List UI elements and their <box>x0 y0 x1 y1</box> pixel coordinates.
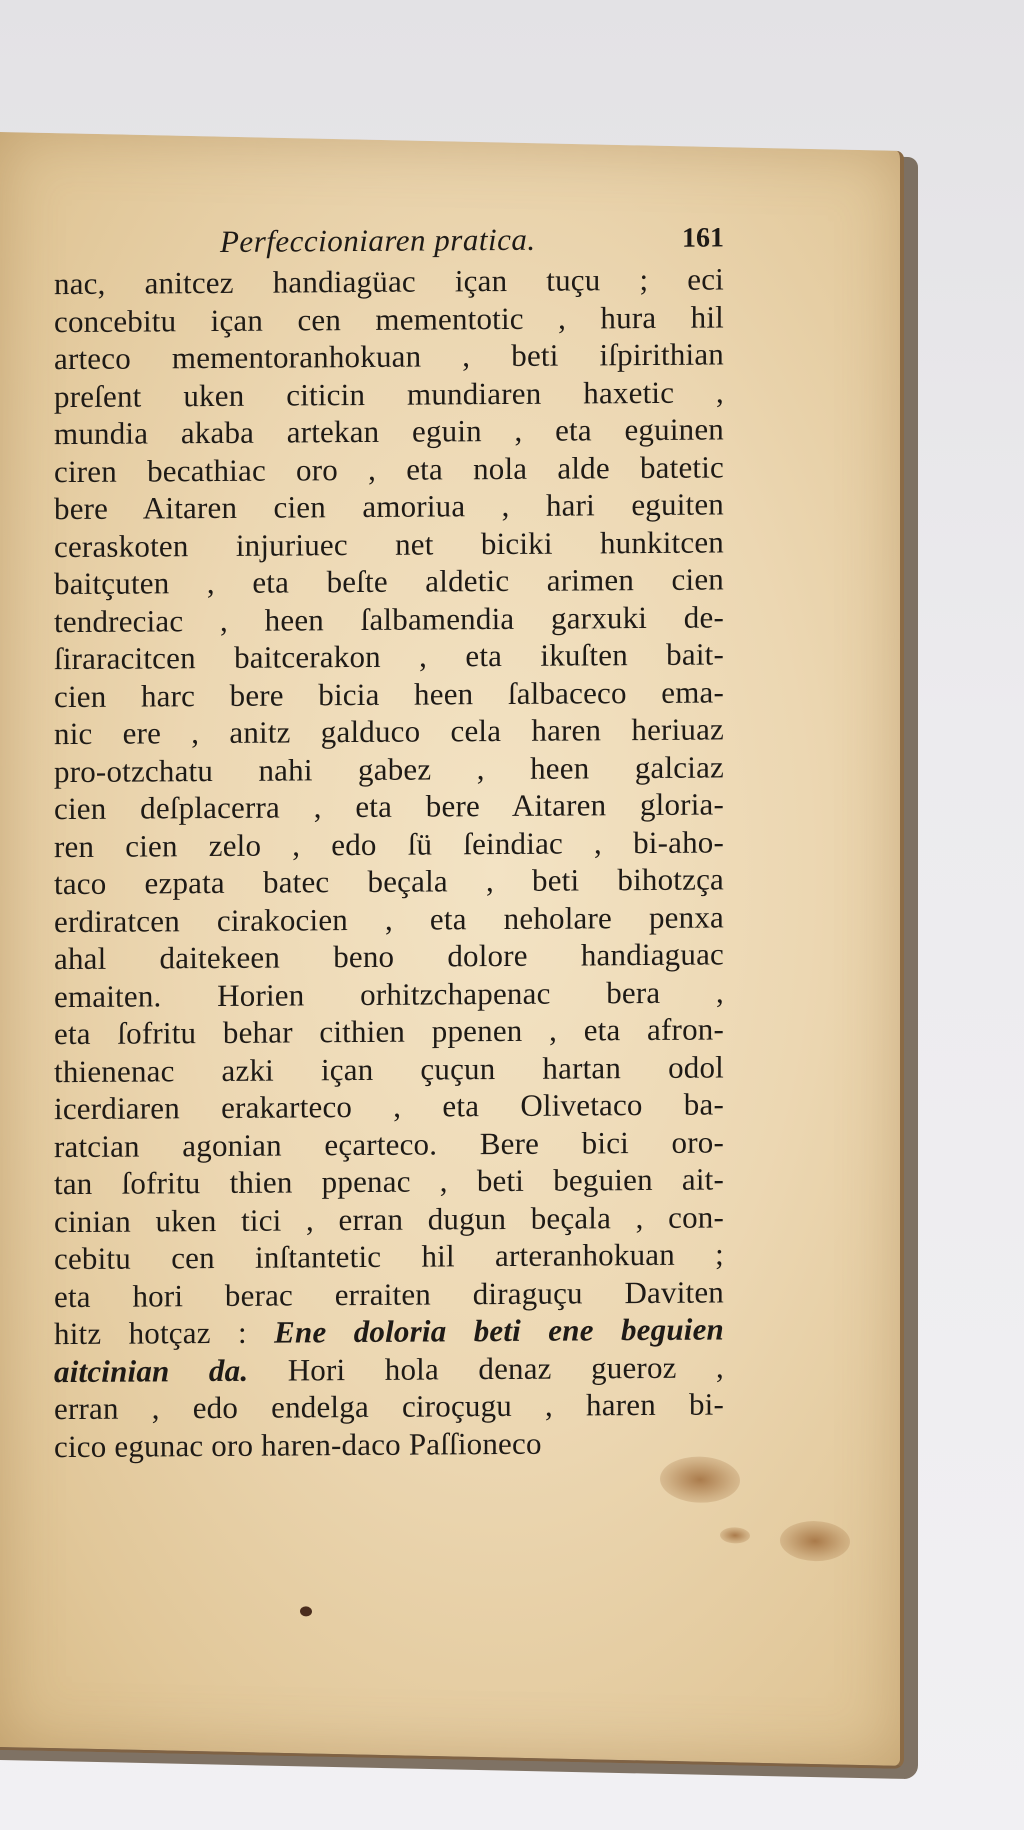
book-page <box>0 132 904 1769</box>
foxing-stain <box>720 1527 750 1544</box>
text-line: bere Aitaren cien amoriua , hari eguiten <box>54 486 724 527</box>
text-line: eta ſofritu behar cithien ppenen , eta afron- <box>54 1011 724 1052</box>
running-head <box>54 214 724 265</box>
quote-italic-end: aitcinian da. <box>54 1352 249 1389</box>
text-line: tan ſofritu thien ppenac , beti beguien ait- <box>54 1161 724 1202</box>
running-title: Perfeccioniaren pratica. <box>220 221 536 259</box>
text-line: thienenac azki içan çuçun hartan odol <box>54 1048 724 1089</box>
text-line: nic ere , anitz galduco cela haren heriuaz <box>54 711 724 752</box>
quote-italic: Ene doloria beti ene beguien <box>274 1311 724 1350</box>
text-line: cinian uken tici , erran dugun beçala , con- <box>54 1198 724 1239</box>
text-line: cien deſplacerra , eta bere Aitaren gloria- <box>54 786 724 827</box>
text-line: ratcian agonian eçarteco. Bere bici oro- <box>54 1123 724 1164</box>
text-line: mundia akaba artekan eguin , eta eguinen <box>54 411 724 452</box>
text-line: tendreciac , heen ſalbamendia garxuki de- <box>54 598 724 639</box>
body-text <box>54 260 724 1465</box>
text-line: icerdiaren erakarteco , eta Olivetaco ba- <box>54 1086 724 1127</box>
foxing-stain <box>660 1456 740 1504</box>
ink-spot <box>300 1606 312 1616</box>
quote-line-2 <box>54 1348 724 1390</box>
text-line: concebitu içan cen mementotic , hura hil <box>54 298 724 339</box>
text-line: ciren becathiac oro , eta nola alde batetic <box>54 448 724 489</box>
text-line: taco ezpata batec beçala , beti bihotzça <box>54 861 724 902</box>
text-line: erran , edo endelga ciroçugu , haren bi- <box>54 1386 724 1427</box>
text-line: cien harc bere bicia heen ſalbaceco ema- <box>54 673 724 714</box>
quote-line-rest: Hori hola denaz gueroz , <box>248 1348 724 1388</box>
text-line: ceraskoten injuriuec net biciki hunkitcen <box>54 523 724 564</box>
text-line: nac, anitcez handiagüac içan tuçu ; eci <box>54 261 724 302</box>
text-line: ren cien zelo , edo ſü ſeindiac , bi-aho- <box>54 823 724 864</box>
text-line: erdiratcen cirakocien , eta neholare penxa <box>54 898 724 939</box>
text-line: cico egunac oro haren-daco Paſſioneco <box>54 1425 542 1464</box>
foxing-stain <box>780 1520 850 1561</box>
text-line: emaiten. Horien orhitzchapenac bera , <box>54 973 724 1014</box>
quote-prefix: hitz hotçaz : <box>54 1314 275 1352</box>
text-line: preſent uken citicin mundiaren haxetic , <box>54 373 724 414</box>
text-line: baitçuten , eta beſte aldetic arimen cien <box>54 561 724 602</box>
text-line: pro-otzchatu nahi gabez , heen galciaz <box>54 748 724 789</box>
text-line: cebitu cen inſtantetic hil arteranhokuan ; <box>54 1236 724 1277</box>
text-line: eta hori berac erraiten diraguçu Daviten <box>54 1273 724 1314</box>
quote-line <box>54 1310 724 1352</box>
text-line: arteco mementoranhokuan , beti iſpirithian <box>54 336 724 377</box>
text-line: ahal daitekeen beno dolore handiaguac <box>54 936 724 977</box>
page-number: 161 <box>682 222 724 254</box>
text-line: ſiraracitcen baitcerakon , eta ikuſten bait- <box>54 636 724 677</box>
page-text <box>54 214 724 1465</box>
